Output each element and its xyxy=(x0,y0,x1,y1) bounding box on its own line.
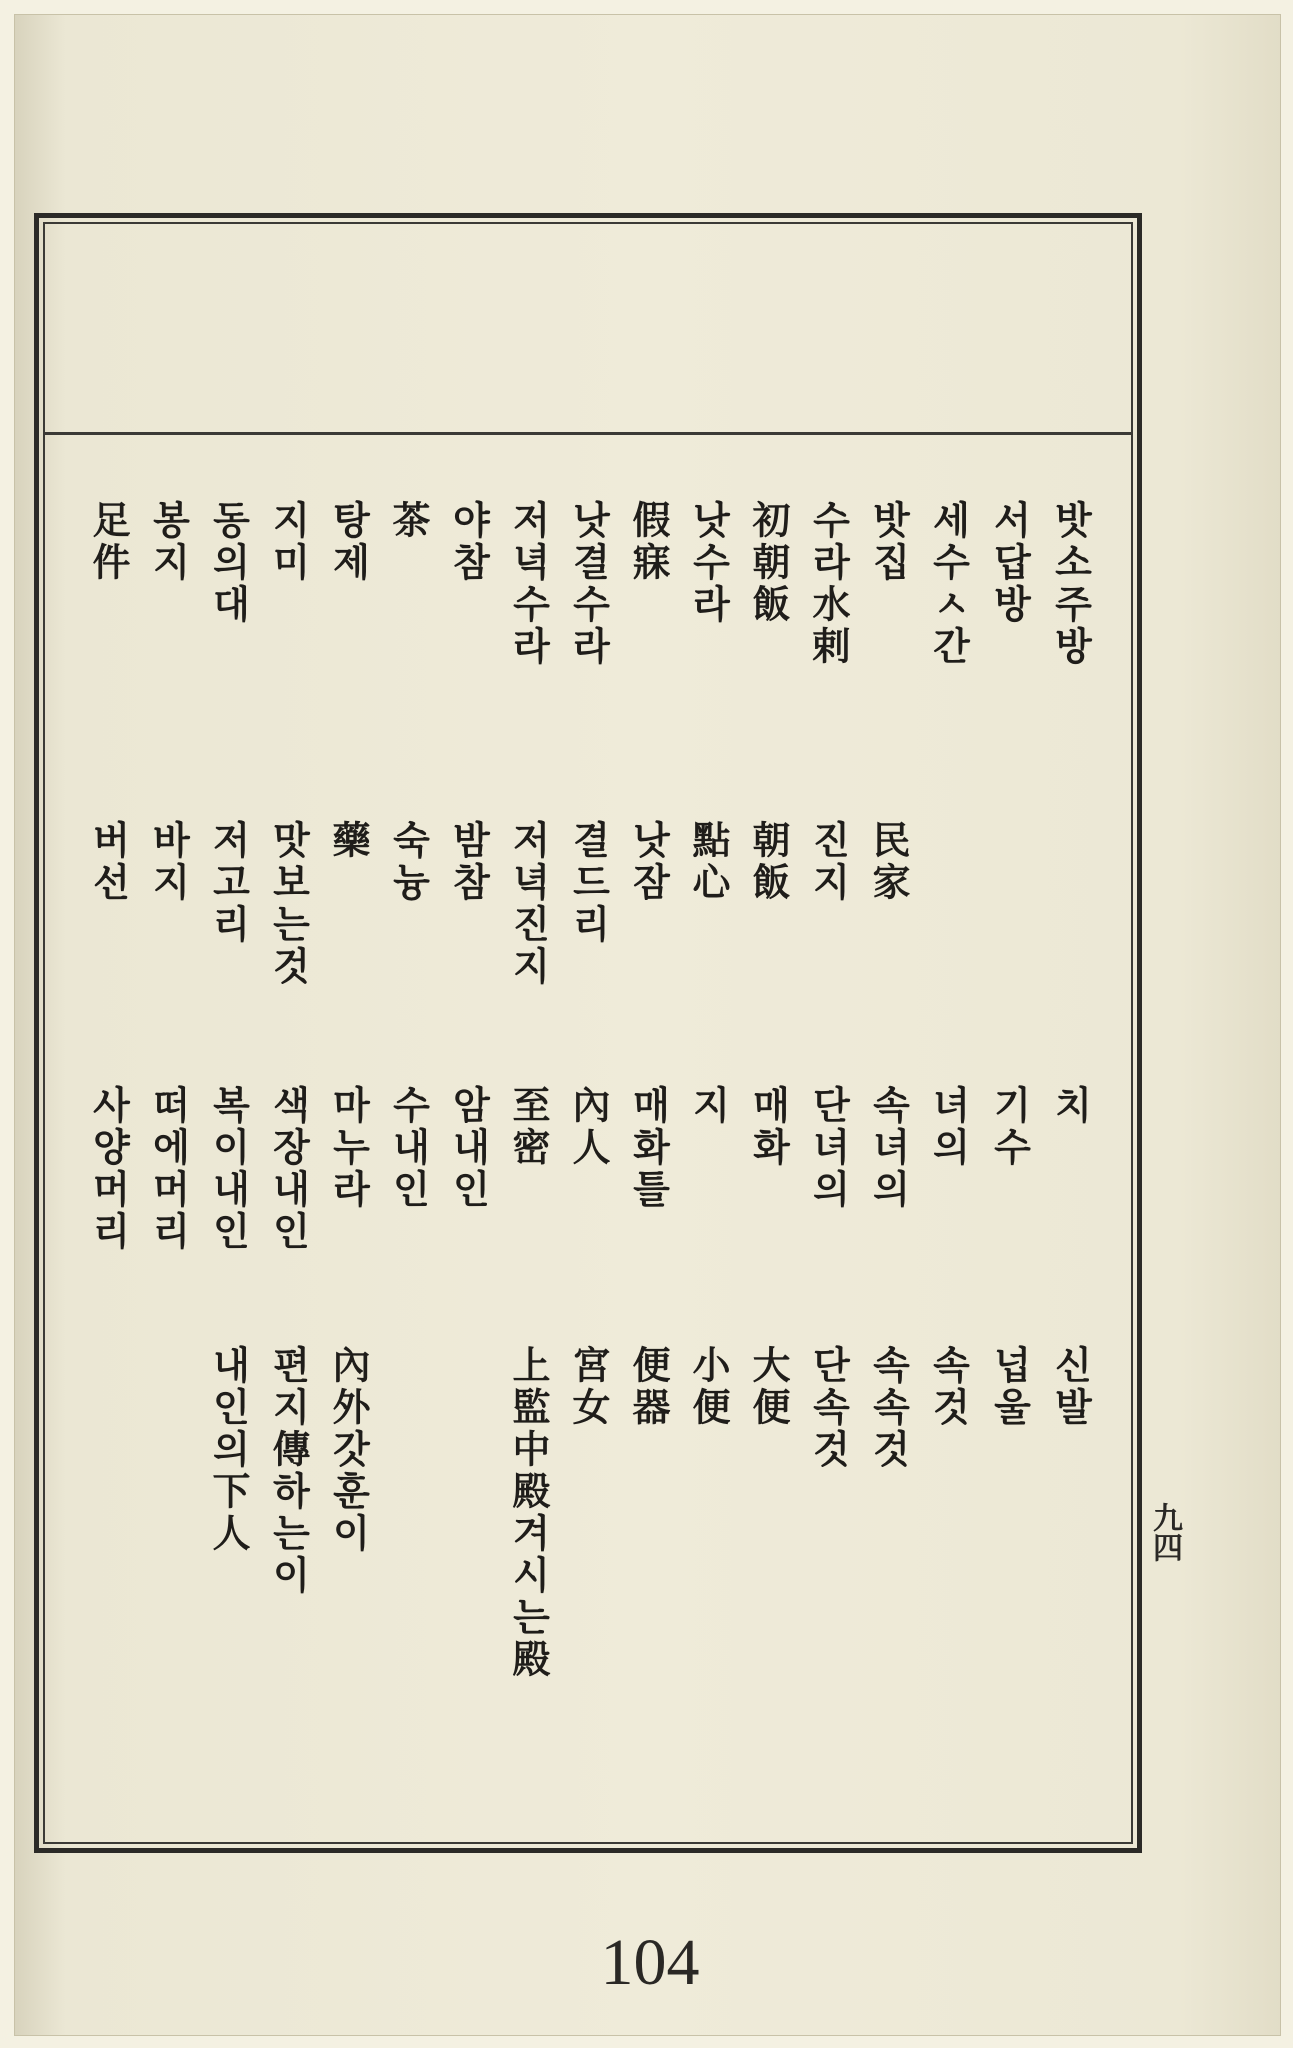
term-common: 밤참 xyxy=(446,820,490,904)
term-palace-2: 수내인 xyxy=(386,1085,430,1211)
term-palace: 낫결수라 xyxy=(566,500,610,668)
term-palace-2: 암내인 xyxy=(446,1085,490,1211)
term-common-2: 넙울 xyxy=(987,1345,1031,1429)
term-palace-2: 치 xyxy=(1048,1085,1092,1127)
term-common: 결드리 xyxy=(566,820,610,946)
term-common-2: 단속것 xyxy=(806,1345,850,1471)
term-palace-2: 복이내인 xyxy=(206,1085,250,1253)
term-palace-2: 지 xyxy=(686,1085,730,1127)
term-palace: 서답방 xyxy=(987,500,1031,626)
term-common: 藥 xyxy=(326,820,370,862)
term-common-2: 便器 xyxy=(626,1345,670,1429)
term-common: 朝飯 xyxy=(746,820,790,904)
bottom-page-number: 104 xyxy=(600,1926,700,1999)
term-common: 맛보는것 xyxy=(266,820,310,988)
term-palace-2: 至密 xyxy=(506,1085,550,1169)
term-palace: 假寐 xyxy=(626,500,670,584)
term-palace-2: 마누라 xyxy=(326,1085,370,1211)
term-palace-2: 단녀의 xyxy=(806,1085,850,1211)
term-common-2: 上監中殿겨시는殿 xyxy=(506,1345,550,1681)
term-palace: 야참 xyxy=(446,500,490,584)
term-palace-2: 內人 xyxy=(566,1085,610,1169)
term-palace-2: 떠에머리 xyxy=(146,1085,190,1253)
term-common: 바지 xyxy=(146,820,190,904)
term-palace: 밧집 xyxy=(866,500,910,584)
term-common-2: 內外갓훈이 xyxy=(326,1345,370,1555)
term-palace: 봉지 xyxy=(146,500,190,584)
term-common-2: 속속것 xyxy=(866,1345,910,1471)
term-palace-2: 매화 xyxy=(746,1085,790,1169)
side-page-number: 九四 xyxy=(1147,1502,1182,1562)
term-common-2: 大便 xyxy=(746,1345,790,1429)
term-common: 숙늉 xyxy=(386,820,430,904)
term-palace: 저녁수라 xyxy=(506,500,550,668)
term-palace: 동의대 xyxy=(206,500,250,626)
term-palace: 足件 xyxy=(86,500,130,584)
term-palace: 낫수라 xyxy=(686,500,730,626)
term-palace-2: 사양머리 xyxy=(86,1085,130,1253)
term-palace: 탕제 xyxy=(326,500,370,584)
term-common: 저고리 xyxy=(206,820,250,946)
term-common-2: 속것 xyxy=(926,1345,970,1429)
term-palace-2: 기수 xyxy=(987,1085,1031,1169)
inner-frame xyxy=(43,222,1133,1844)
term-palace: 밧소주방 xyxy=(1048,500,1092,668)
term-palace: 初朝飯 xyxy=(746,500,790,626)
header-rule xyxy=(45,432,1131,435)
term-palace: 茶 xyxy=(386,500,430,542)
term-common: 버선 xyxy=(86,820,130,904)
term-common: 진지 xyxy=(806,820,850,904)
term-common-2: 신발 xyxy=(1048,1345,1092,1429)
term-common: 民家 xyxy=(866,820,910,904)
term-common-2: 宮女 xyxy=(566,1345,610,1429)
term-palace-2: 매화틀 xyxy=(626,1085,670,1211)
term-common-2: 편지傳하는이 xyxy=(266,1345,310,1597)
term-common: 點心 xyxy=(686,820,730,904)
term-palace-2: 녀의 xyxy=(926,1085,970,1169)
term-common-2: 小便 xyxy=(686,1345,730,1429)
term-common: 낫잠 xyxy=(626,820,670,904)
term-palace-2: 색장내인 xyxy=(266,1085,310,1253)
term-palace: 세수ㅅ간 xyxy=(926,500,970,668)
term-common-2: 내인의下人 xyxy=(206,1345,250,1555)
term-common: 저녁진지 xyxy=(506,820,550,988)
term-palace-2: 속녀의 xyxy=(866,1085,910,1211)
term-palace: 수라水剌 xyxy=(806,500,850,668)
term-palace: 지미 xyxy=(266,500,310,584)
